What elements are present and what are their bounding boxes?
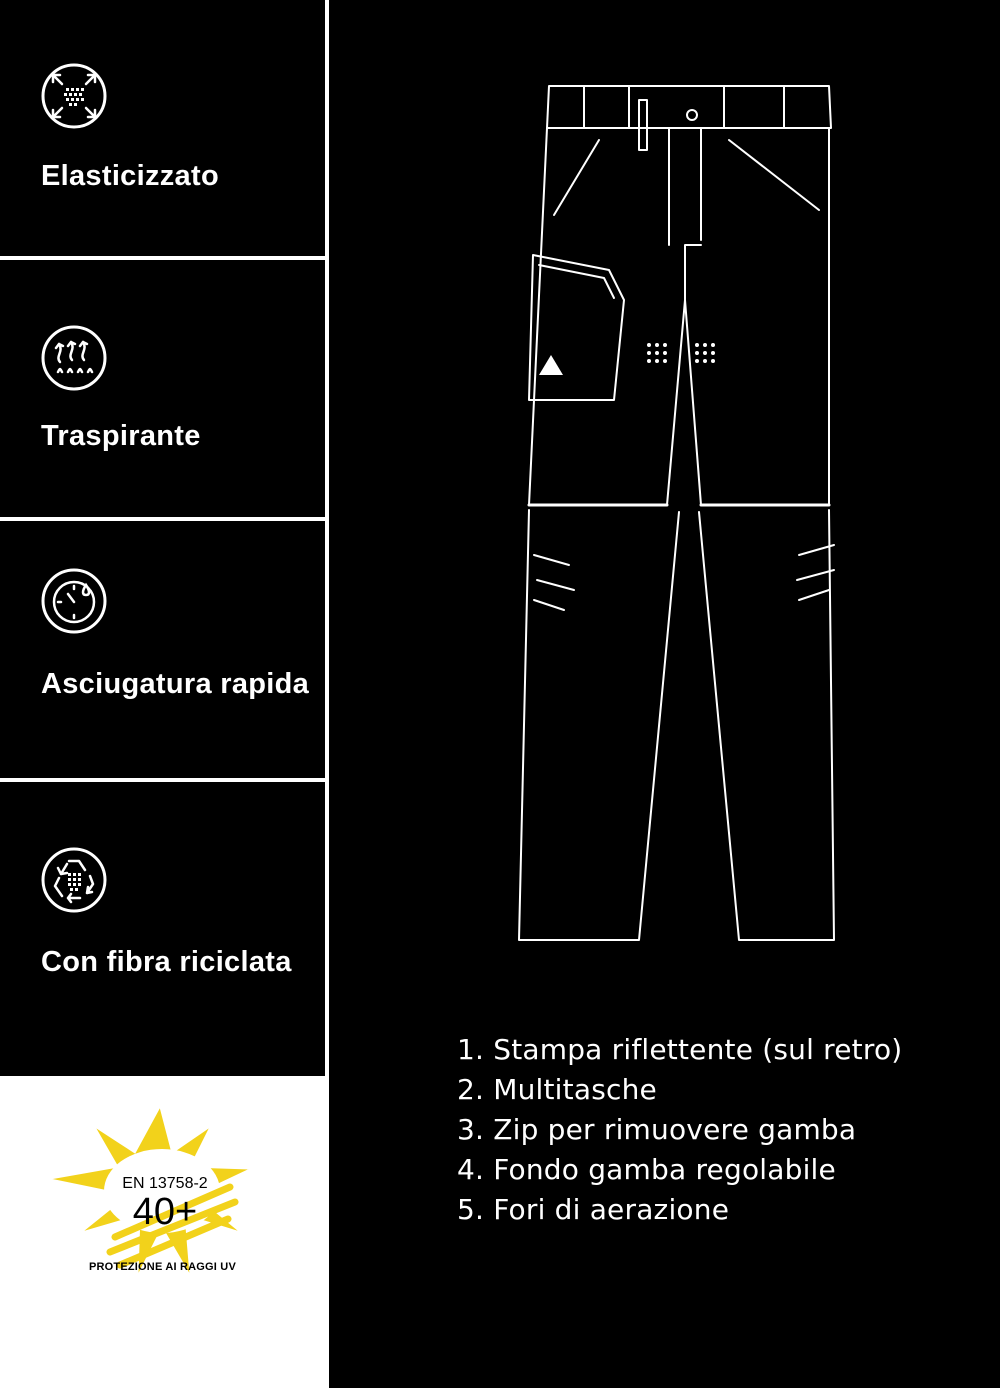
list-item: 3. Zip per rimuovere gamba xyxy=(457,1113,857,1146)
feature-quick-dry xyxy=(0,521,325,778)
feature-spec-list xyxy=(457,1030,902,1230)
list-item: 4. Fondo gamba regolabile xyxy=(457,1153,836,1186)
list-item: 2. Multitasche xyxy=(457,1073,657,1106)
uv-rating: 40+ xyxy=(132,1191,198,1233)
uv-protection-badge xyxy=(0,1077,325,1388)
stretch-icon xyxy=(40,62,108,130)
uv-caption: PROTEZIONE AI RAGGI UV xyxy=(88,1261,236,1273)
recycled-fiber-icon xyxy=(40,846,108,914)
feature-label: Asciugatura rapida xyxy=(41,668,310,700)
feature-panel xyxy=(0,0,325,1388)
uv-standard: EN 13758-2 xyxy=(122,1175,208,1192)
feature-label: Elasticizzato xyxy=(41,160,219,192)
feature-stretch xyxy=(0,0,325,256)
list-item: 1. Stampa riflettente (sul retro) xyxy=(457,1033,903,1066)
breathable-icon xyxy=(40,324,108,392)
feature-label: Con fibra riciclata xyxy=(41,946,292,978)
list-item: 5. Fori di aerazione xyxy=(457,1193,730,1226)
feature-breathable xyxy=(0,260,325,517)
feature-label: Traspirante xyxy=(41,420,201,452)
product-panel xyxy=(329,0,1000,1388)
feature-recycled-fiber xyxy=(0,782,325,1076)
pants-illustration xyxy=(329,0,1000,960)
quick-dry-icon xyxy=(40,567,108,635)
